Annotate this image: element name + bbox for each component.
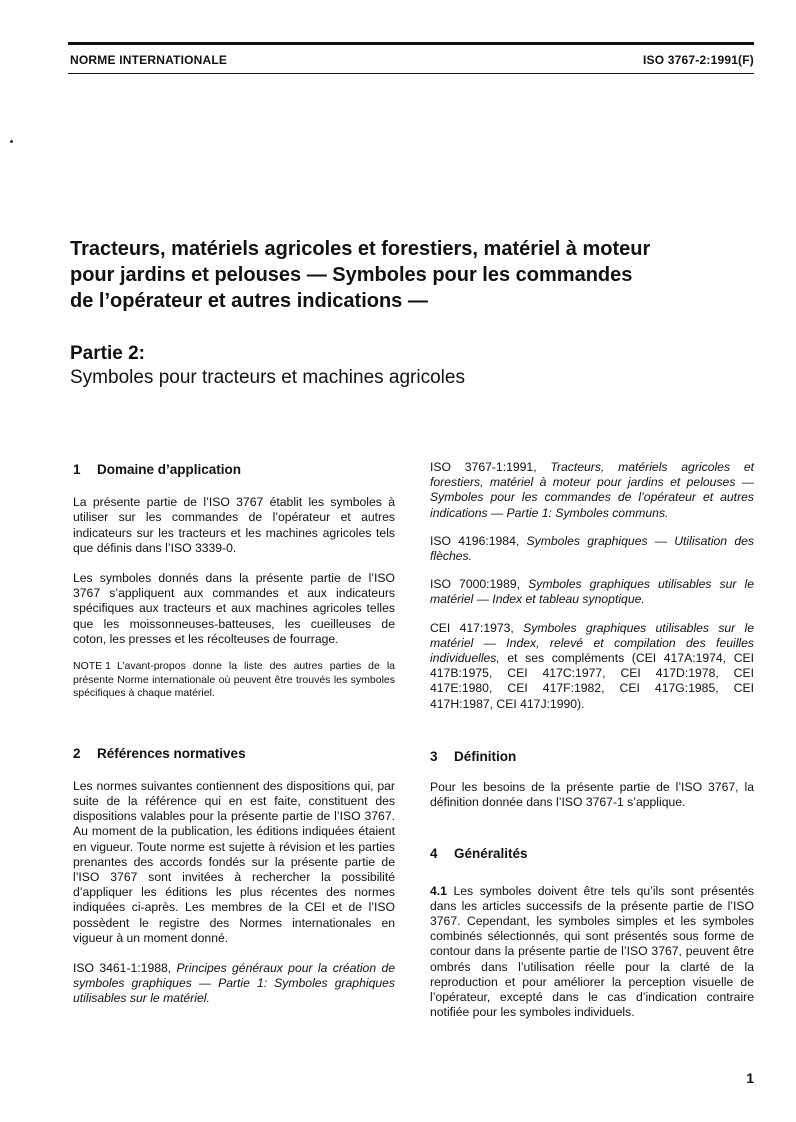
title-line: pour jardins et pelouses — Symboles pour les commandes: [70, 264, 633, 286]
reference-item: [73, 961, 395, 1007]
section-number: 2: [73, 745, 81, 761]
reference-id: ISO 7000:1989,: [430, 577, 521, 592]
header-standard-type: NORME INTERNATIONALE: [70, 53, 228, 67]
reference-title: Symboles graphiques utilisables sur le matériel — Index et tableau synoptique.: [430, 577, 755, 607]
clause-text: Les symboles doivent être tels qu’ils sont présentés dans les articles successifs de la présente partie de l’ISO 3767. Cependant, les symboles simples et les symboles combinés sélectionnés, qui sont présentés sous forme de contour dans la présente partie de l’ISO 3767, peuvent être ombrés dans l’utilisation réelle pour la clarté de la reproduction et pour améliorer la perception visuelle de l’opérateur, excepté dans le cas d’indication contraire notifiée pour les symboles individuels.: [430, 883, 754, 1020]
part-label: Partie 2:: [70, 343, 145, 364]
note-1: [73, 660, 395, 701]
section-title: Références normatives: [97, 745, 246, 761]
section-2-paragraph-1: Les normes suivantes contiennent des dispositions qui, par suite de la référence qui en est faite, constituent des dispositions valables pour la présente partie de l’ISO 3767. Au moment de la publication, les éditions indiquées étaient en vigueur. Toute norme est sujette à révision et les parties prenantes des accords fondés sur la présente partie de l’ISO 3767 sont invitées à rechercher la possibilité d’appliquer les éditions les plus récentes des normes indiquées ci-après. Les membres de la CEI et de l’ISO possèdent le registre des Normes internationales en vigueur à un moment donné.: [73, 778, 395, 945]
section-1-paragraph-1: La présente partie de l’ISO 3767 établit les symboles à utiliser sur les commandes de l’opérateur et autres indicateurs sur les tracteurs et les machines agricoles tels que définis dans l’ISO 3339-0.: [73, 495, 395, 555]
page-number: 1: [746, 1070, 754, 1086]
title-line: de l’opérateur et autres indications —: [70, 290, 428, 312]
section-title: Définition: [454, 748, 517, 764]
reference-id: ISO 4196:1984,: [430, 533, 520, 548]
title-line: Tracteurs, matériels agricoles et forestiers, matériel à moteur: [70, 238, 651, 260]
reference-id: ISO 3767-1:1991,: [430, 460, 537, 474]
scan-speck: [10, 140, 13, 143]
reference-supplements: et ses compléments (CEI 417A:1974, CEI 417B:1975, CEI 417C:1977, CEI 417D:1978, CEI 417E:1980, CEI 417F:1982, CEI 417G:1985, CEI 417H:1987, CEI 417J:1990).: [430, 651, 755, 711]
part-title: Symboles pour tracteurs et machines agricoles: [70, 367, 465, 388]
reference-id: CEI 417:1973,: [430, 620, 514, 635]
note-text: L’avant-propos donne la liste des autres parties de la présente Norme internationale où peuvent être trouvés les symboles spécifiques à chaque matériel.: [73, 660, 395, 700]
section-1-heading: [73, 462, 395, 477]
right-column: [430, 460, 754, 1020]
clause-number: 4.1: [430, 883, 447, 898]
header-rule: [68, 73, 754, 74]
section-3-heading: [430, 749, 754, 764]
reference-item: [430, 460, 754, 521]
section-title: Domaine d’application: [97, 462, 242, 477]
section-3-paragraph-1: Pour les besoins de la présente partie de l’ISO 3767, la définition donnée dans l’ISO 3767-1 s’applique.: [430, 780, 754, 810]
reference-item: [430, 534, 754, 564]
section-4-heading: [430, 846, 754, 861]
reference-title: Symboles graphiques — Utilisation des flèches.: [430, 533, 754, 564]
section-number: 3: [430, 748, 438, 764]
reference-id: ISO 3461-1:1988,: [73, 960, 172, 975]
left-column: [73, 462, 395, 1007]
reference-title: Principes généraux pour la création de symboles graphiques — Partie 1: Symboles graphiques utilisables sur le matériel.: [73, 960, 396, 1006]
clause-4-1: [430, 884, 754, 1021]
reference-item: [430, 621, 754, 712]
section-1-paragraph-2: Les symboles donnés dans la présente partie de l’ISO 3767 s’appliquent aux commandes et aux indicateurs spécifiques aux tracteurs et aux machines agricoles telles que les moissonneuses-batteuses, les cueilleuses de coton, les presses et les récolteuses de fourrage.: [73, 571, 395, 646]
document-title: [70, 236, 760, 314]
reference-item: [430, 577, 754, 607]
reference-title: Symboles graphiques utilisables sur le matériel — Index, relevé et compilation des feuilles individuelles,: [430, 620, 755, 666]
header-standard-number: ISO 3767-2:1991(F): [643, 53, 754, 67]
reference-title: Tracteurs, matériels agricoles et forestiers, matériel à moteur pour jardins et pelouses — Symboles pour les commandes de l’opérateur et autres indications — Partie 1: Symboles communs.: [430, 460, 754, 520]
section-title: Généralités: [454, 846, 528, 862]
note-tag: NOTE 1: [73, 660, 111, 673]
section-2-heading: [73, 746, 395, 761]
section-number: 1: [73, 462, 81, 477]
top-rule: [68, 42, 754, 45]
section-number: 4: [430, 846, 438, 862]
